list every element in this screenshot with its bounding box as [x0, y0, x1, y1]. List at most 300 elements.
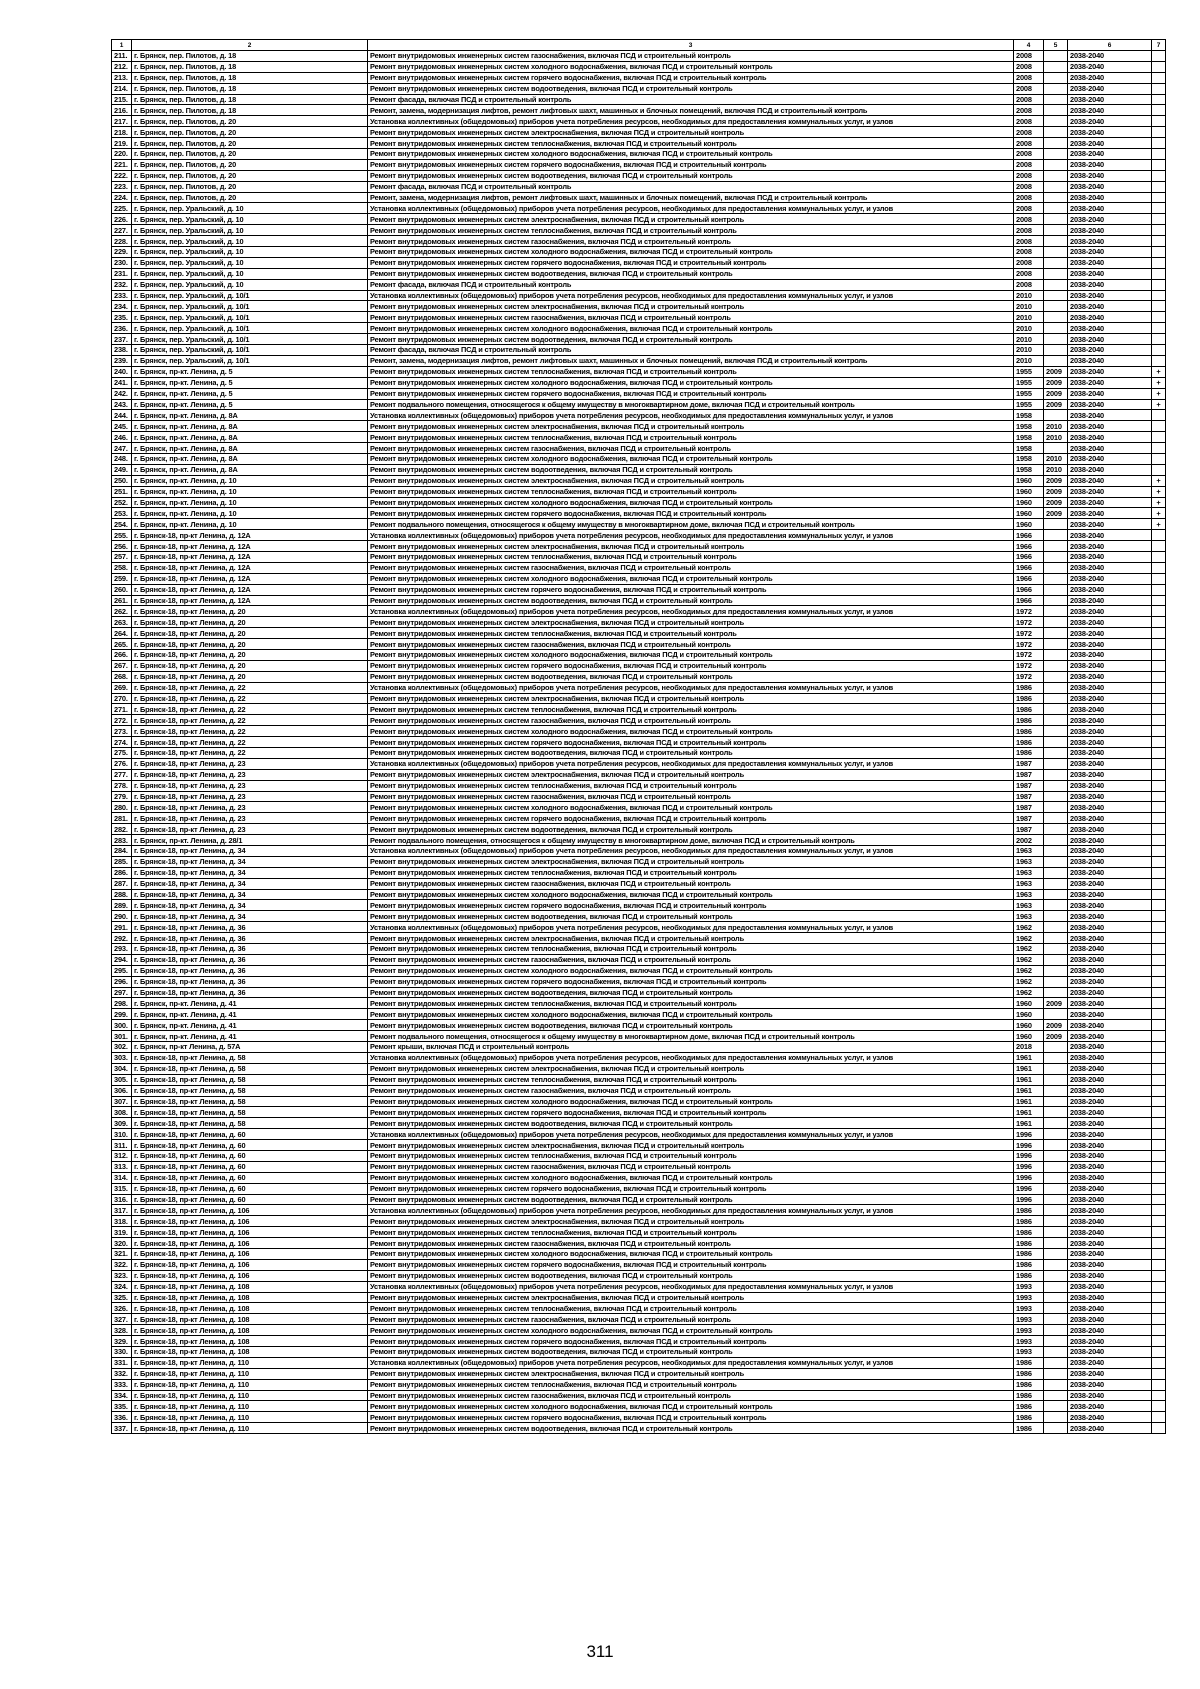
- table-row: [112, 748, 1166, 759]
- planned-period-cell: 2038-2040: [1068, 1205, 1152, 1216]
- mark-cell: [1152, 421, 1166, 432]
- mark-cell: [1152, 1140, 1166, 1151]
- work-type-cell: Ремонт внутридомовых инженерных систем электроснабжения, включая ПСД и строительный контроль: [368, 856, 1014, 867]
- address-cell: г. Брянск-18, пр-кт Ленина, д. 60: [132, 1172, 368, 1183]
- work-type-cell: Ремонт внутридомовых инженерных систем водоотведения, включая ПСД и строительный контроль: [368, 671, 1014, 682]
- last-repair-year-cell: [1044, 290, 1068, 301]
- address-cell: г. Брянск, пер. Уральский, д. 10/1: [132, 312, 368, 323]
- row-number: 323.: [112, 1270, 132, 1281]
- last-repair-year-cell: 2009: [1044, 388, 1068, 399]
- build-year-cell: 2008: [1014, 236, 1044, 247]
- row-number: 240.: [112, 366, 132, 377]
- last-repair-year-cell: [1044, 301, 1068, 312]
- planned-period-cell: 2038-2040: [1068, 421, 1152, 432]
- address-cell: г. Брянск-18, пр-кт Ленина, д. 60: [132, 1194, 368, 1205]
- work-type-cell: Ремонт фасада, включая ПСД и строительный контроль: [368, 181, 1014, 192]
- planned-period-cell: 2038-2040: [1068, 954, 1152, 965]
- row-number: 230.: [112, 257, 132, 268]
- last-repair-year-cell: [1044, 279, 1068, 290]
- table-row: [112, 976, 1166, 987]
- table-row: [112, 1183, 1166, 1194]
- build-year-cell: 1987: [1014, 769, 1044, 780]
- row-number: 330.: [112, 1346, 132, 1357]
- last-repair-year-cell: [1044, 1194, 1068, 1205]
- mark-cell: [1152, 1423, 1166, 1434]
- mark-cell: [1152, 726, 1166, 737]
- row-number: 218.: [112, 127, 132, 138]
- work-type-cell: Ремонт внутридомовых инженерных систем электроснабжения, включая ПСД и строительный контроль: [368, 769, 1014, 780]
- last-repair-year-cell: [1044, 1357, 1068, 1368]
- build-year-cell: 1986: [1014, 704, 1044, 715]
- build-year-cell: 1962: [1014, 987, 1044, 998]
- mark-cell: [1152, 769, 1166, 780]
- last-repair-year-cell: [1044, 1292, 1068, 1303]
- table-row: [112, 432, 1166, 443]
- address-cell: г. Брянск, пер. Пилотов, д. 20: [132, 170, 368, 181]
- table-row: [112, 116, 1166, 127]
- build-year-cell: 1963: [1014, 911, 1044, 922]
- table-row: [112, 1107, 1166, 1118]
- build-year-cell: 2010: [1014, 334, 1044, 345]
- row-number: 256.: [112, 541, 132, 552]
- planned-period-cell: 2038-2040: [1068, 791, 1152, 802]
- last-repair-year-cell: [1044, 1248, 1068, 1259]
- planned-period-cell: 2038-2040: [1068, 1368, 1152, 1379]
- last-repair-year-cell: [1044, 780, 1068, 791]
- table-row: [112, 1390, 1166, 1401]
- mark-cell: [1152, 138, 1166, 149]
- row-number: 233.: [112, 290, 132, 301]
- work-type-cell: Ремонт внутридомовых инженерных систем горячего водоснабжения, включая ПСД и строительный контроль: [368, 1107, 1014, 1118]
- work-type-cell: Ремонт внутридомовых инженерных систем теплоснабжения, включая ПСД и строительный контроль: [368, 138, 1014, 149]
- work-type-cell: Установка коллективных (общедомовых) приборов учета потребления ресурсов, необходимых для предоставления коммунальных услуг, и узлов: [368, 290, 1014, 301]
- build-year-cell: 1966: [1014, 541, 1044, 552]
- work-type-cell: Ремонт внутридомовых инженерных систем горячего водоснабжения, включая ПСД и строительный контроль: [368, 660, 1014, 671]
- address-cell: г. Брянск-18, пр-кт Ленина, д. 22: [132, 737, 368, 748]
- table-row: [112, 693, 1166, 704]
- planned-period-cell: 2038-2040: [1068, 355, 1152, 366]
- work-type-cell: Ремонт внутридомовых инженерных систем горячего водоснабжения, включая ПСД и строительный контроль: [368, 1336, 1014, 1347]
- build-year-cell: 1986: [1014, 1423, 1044, 1434]
- work-type-cell: Ремонт внутридомовых инженерных систем горячего водоснабжения, включая ПСД и строительный контроль: [368, 388, 1014, 399]
- work-type-cell: Ремонт внутридомовых инженерных систем газоснабжения, включая ПСД и строительный контроль: [368, 51, 1014, 62]
- mark-cell: [1152, 83, 1166, 94]
- planned-period-cell: 2038-2040: [1068, 432, 1152, 443]
- last-repair-year-cell: [1044, 835, 1068, 846]
- work-type-cell: Ремонт внутридомовых инженерных систем электроснабжения, включая ПСД и строительный контроль: [368, 475, 1014, 486]
- planned-period-cell: 2038-2040: [1068, 573, 1152, 584]
- table-row: [112, 334, 1166, 345]
- mark-cell: [1152, 1368, 1166, 1379]
- mark-cell: [1152, 203, 1166, 214]
- table-row: [112, 715, 1166, 726]
- row-number: 315.: [112, 1183, 132, 1194]
- row-number: 222.: [112, 170, 132, 181]
- work-type-cell: Установка коллективных (общедомовых) приборов учета потребления ресурсов, необходимых для предоставления коммунальных услуг, и узлов: [368, 1052, 1014, 1063]
- build-year-cell: 1966: [1014, 584, 1044, 595]
- work-type-cell: Установка коллективных (общедомовых) приборов учета потребления ресурсов, необходимых для предоставления коммунальных услуг, и узлов: [368, 203, 1014, 214]
- planned-period-cell: 2038-2040: [1068, 758, 1152, 769]
- table-row: [112, 1270, 1166, 1281]
- mark-cell: [1152, 1107, 1166, 1118]
- mark-cell: [1152, 1281, 1166, 1292]
- address-cell: г. Брянск, пер. Уральский, д. 10/1: [132, 301, 368, 312]
- work-type-cell: Установка коллективных (общедомовых) приборов учета потребления ресурсов, необходимых для предоставления коммунальных услуг, и узлов: [368, 682, 1014, 693]
- address-cell: г. Брянск-18, пр-кт Ленина, д. 106: [132, 1205, 368, 1216]
- build-year-cell: 2010: [1014, 301, 1044, 312]
- row-number: 235.: [112, 312, 132, 323]
- address-cell: г. Брянск-18, пр-кт Ленина, д. 22: [132, 748, 368, 759]
- build-year-cell: 1966: [1014, 551, 1044, 562]
- work-type-cell: Ремонт внутридомовых инженерных систем водоотведения, включая ПСД и строительный контроль: [368, 83, 1014, 94]
- address-cell: г. Брянск-18, пр-кт Ленина, д. 12А: [132, 551, 368, 562]
- address-cell: г. Брянск-18, пр-кт Ленина, д. 36: [132, 987, 368, 998]
- table-row: [112, 1063, 1166, 1074]
- last-repair-year-cell: [1044, 1346, 1068, 1357]
- last-repair-year-cell: [1044, 1085, 1068, 1096]
- build-year-cell: 1987: [1014, 813, 1044, 824]
- address-cell: г. Брянск, пер. Уральский, д. 10: [132, 257, 368, 268]
- last-repair-year-cell: [1044, 965, 1068, 976]
- table-row: [112, 530, 1166, 541]
- work-type-cell: Ремонт внутридомовых инженерных систем газоснабжения, включая ПСД и строительный контроль: [368, 639, 1014, 650]
- row-number: 294.: [112, 954, 132, 965]
- address-cell: г. Брянск-18, пр-кт Ленина, д. 106: [132, 1259, 368, 1270]
- build-year-cell: 2008: [1014, 225, 1044, 236]
- work-type-cell: Ремонт внутридомовых инженерных систем теплоснабжения, включая ПСД и строительный контроль: [368, 432, 1014, 443]
- mark-cell: +: [1152, 508, 1166, 519]
- address-cell: г. Брянск-18, пр-кт Ленина, д. 36: [132, 976, 368, 987]
- work-type-cell: Ремонт внутридомовых инженерных систем электроснабжения, включая ПСД и строительный контроль: [368, 1368, 1014, 1379]
- row-number: 317.: [112, 1205, 132, 1216]
- last-repair-year-cell: [1044, 954, 1068, 965]
- planned-period-cell: 2038-2040: [1068, 1325, 1152, 1336]
- build-year-cell: 1972: [1014, 671, 1044, 682]
- last-repair-year-cell: [1044, 170, 1068, 181]
- row-number: 275.: [112, 748, 132, 759]
- last-repair-year-cell: [1044, 671, 1068, 682]
- planned-period-cell: 2038-2040: [1068, 301, 1152, 312]
- last-repair-year-cell: [1044, 1401, 1068, 1412]
- table-row: [112, 856, 1166, 867]
- table-row: [112, 72, 1166, 83]
- planned-period-cell: 2038-2040: [1068, 944, 1152, 955]
- address-cell: г. Брянск, пер. Пилотов, д. 20: [132, 192, 368, 203]
- build-year-cell: 1996: [1014, 1129, 1044, 1140]
- table-row: [112, 268, 1166, 279]
- table-row: [112, 486, 1166, 497]
- last-repair-year-cell: [1044, 802, 1068, 813]
- planned-period-cell: 2038-2040: [1068, 726, 1152, 737]
- address-cell: г. Брянск-18, пр-кт Ленина, д. 12А: [132, 530, 368, 541]
- row-number: 322.: [112, 1259, 132, 1270]
- row-number: 253.: [112, 508, 132, 519]
- mark-cell: [1152, 432, 1166, 443]
- last-repair-year-cell: [1044, 551, 1068, 562]
- build-year-cell: 1986: [1014, 682, 1044, 693]
- row-number: 326.: [112, 1303, 132, 1314]
- table-row: [112, 867, 1166, 878]
- build-year-cell: 1972: [1014, 649, 1044, 660]
- mark-cell: [1152, 693, 1166, 704]
- build-year-cell: 2008: [1014, 181, 1044, 192]
- build-year-cell: 1993: [1014, 1292, 1044, 1303]
- planned-period-cell: 2038-2040: [1068, 1379, 1152, 1390]
- mark-cell: [1152, 889, 1166, 900]
- row-number: 242.: [112, 388, 132, 399]
- planned-period-cell: 2038-2040: [1068, 1336, 1152, 1347]
- last-repair-year-cell: [1044, 105, 1068, 116]
- row-number: 266.: [112, 649, 132, 660]
- mark-cell: +: [1152, 388, 1166, 399]
- mark-cell: [1152, 236, 1166, 247]
- row-number: 241.: [112, 377, 132, 388]
- build-year-cell: 2008: [1014, 279, 1044, 290]
- last-repair-year-cell: [1044, 987, 1068, 998]
- mark-cell: [1152, 1031, 1166, 1042]
- table-row: [112, 138, 1166, 149]
- last-repair-year-cell: [1044, 911, 1068, 922]
- last-repair-year-cell: [1044, 268, 1068, 279]
- table-row: [112, 345, 1166, 356]
- row-number: 234.: [112, 301, 132, 312]
- row-number: 263.: [112, 617, 132, 628]
- planned-period-cell: 2038-2040: [1068, 737, 1152, 748]
- address-cell: г. Брянск, пер. Уральский, д. 10/1: [132, 345, 368, 356]
- planned-period-cell: 2038-2040: [1068, 1042, 1152, 1053]
- address-cell: г. Брянск, пер. Пилотов, д. 20: [132, 149, 368, 160]
- work-type-cell: Ремонт внутридомовых инженерных систем горячего водоснабжения, включая ПСД и строительный контроль: [368, 1412, 1014, 1423]
- mark-cell: [1152, 225, 1166, 236]
- address-cell: г. Брянск-18, пр-кт Ленина, д. 110: [132, 1379, 368, 1390]
- table-row: [112, 1172, 1166, 1183]
- planned-period-cell: 2038-2040: [1068, 61, 1152, 72]
- last-repair-year-cell: [1044, 649, 1068, 660]
- mark-cell: [1152, 715, 1166, 726]
- build-year-cell: 1958: [1014, 443, 1044, 454]
- last-repair-year-cell: [1044, 1052, 1068, 1063]
- last-repair-year-cell: [1044, 704, 1068, 715]
- last-repair-year-cell: [1044, 758, 1068, 769]
- row-number: 226.: [112, 214, 132, 225]
- table-row: [112, 1150, 1166, 1161]
- planned-period-cell: 2038-2040: [1068, 1346, 1152, 1357]
- work-type-cell: Ремонт внутридомовых инженерных систем горячего водоснабжения, включая ПСД и строительный контроль: [368, 737, 1014, 748]
- work-type-cell: Ремонт внутридомовых инженерных систем холодного водоснабжения, включая ПСД и строительный контроль: [368, 889, 1014, 900]
- address-cell: г. Брянск-18, пр-кт Ленина, д. 12А: [132, 562, 368, 573]
- last-repair-year-cell: [1044, 127, 1068, 138]
- mark-cell: [1152, 573, 1166, 584]
- last-repair-year-cell: [1044, 159, 1068, 170]
- table-row: [112, 1194, 1166, 1205]
- table-row: [112, 824, 1166, 835]
- address-cell: г. Брянск-18, пр-кт Ленина, д. 34: [132, 856, 368, 867]
- last-repair-year-cell: [1044, 51, 1068, 62]
- table-row: [112, 595, 1166, 606]
- mark-cell: [1152, 1150, 1166, 1161]
- table-row: [112, 649, 1166, 660]
- address-cell: г. Брянск, пр-кт. Ленина, д. 10: [132, 497, 368, 508]
- table-row: [112, 1368, 1166, 1379]
- last-repair-year-cell: [1044, 1227, 1068, 1238]
- mark-cell: [1152, 1052, 1166, 1063]
- build-year-cell: 1986: [1014, 1357, 1044, 1368]
- planned-period-cell: 2038-2040: [1068, 1270, 1152, 1281]
- planned-period-cell: 2038-2040: [1068, 127, 1152, 138]
- address-cell: г. Брянск-18, пр-кт Ленина, д. 58: [132, 1063, 368, 1074]
- address-cell: г. Брянск, пр-кт. Ленина, д. 5: [132, 377, 368, 388]
- mark-cell: [1152, 1357, 1166, 1368]
- mark-cell: [1152, 355, 1166, 366]
- table-row: [112, 497, 1166, 508]
- table-row: [112, 1401, 1166, 1412]
- table-row: [112, 443, 1166, 454]
- row-number: 327.: [112, 1314, 132, 1325]
- build-year-cell: 2008: [1014, 61, 1044, 72]
- build-year-cell: 1986: [1014, 1379, 1044, 1390]
- mark-cell: [1152, 192, 1166, 203]
- address-cell: г. Брянск, пр-кт. Ленина, д. 5: [132, 399, 368, 410]
- mark-cell: +: [1152, 519, 1166, 530]
- work-type-cell: Ремонт внутридомовых инженерных систем водоотведения, включая ПСД и строительный контроль: [368, 911, 1014, 922]
- row-number: 296.: [112, 976, 132, 987]
- address-cell: г. Брянск-18, пр-кт Ленина, д. 34: [132, 889, 368, 900]
- build-year-cell: 1986: [1014, 1248, 1044, 1259]
- last-repair-year-cell: [1044, 562, 1068, 573]
- last-repair-year-cell: [1044, 1161, 1068, 1172]
- table-row: [112, 1281, 1166, 1292]
- mark-cell: [1152, 639, 1166, 650]
- work-type-cell: Ремонт внутридомовых инженерных систем водоотведения, включая ПСД и строительный контроль: [368, 748, 1014, 759]
- build-year-cell: 1958: [1014, 421, 1044, 432]
- mark-cell: [1152, 1238, 1166, 1249]
- planned-period-cell: 2038-2040: [1068, 1074, 1152, 1085]
- address-cell: г. Брянск-18, пр-кт Ленина, д. 36: [132, 933, 368, 944]
- table-row: [112, 257, 1166, 268]
- planned-period-cell: 2038-2040: [1068, 639, 1152, 650]
- last-repair-year-cell: [1044, 1172, 1068, 1183]
- work-type-cell: Установка коллективных (общедомовых) приборов учета потребления ресурсов, необходимых для предоставления коммунальных услуг, и узлов: [368, 1281, 1014, 1292]
- row-number: 280.: [112, 802, 132, 813]
- planned-period-cell: 2038-2040: [1068, 1118, 1152, 1129]
- build-year-cell: 1960: [1014, 998, 1044, 1009]
- address-cell: г. Брянск, пер. Пилотов, д. 18: [132, 83, 368, 94]
- address-cell: г. Брянск, пр-кт. Ленина, д. 41: [132, 1020, 368, 1031]
- mark-cell: [1152, 279, 1166, 290]
- build-year-cell: 2008: [1014, 94, 1044, 105]
- mark-cell: [1152, 682, 1166, 693]
- planned-period-cell: 2038-2040: [1068, 94, 1152, 105]
- mark-cell: [1152, 159, 1166, 170]
- row-number: 277.: [112, 769, 132, 780]
- row-number: 274.: [112, 737, 132, 748]
- work-type-cell: Ремонт внутридомовых инженерных систем газоснабжения, включая ПСД и строительный контроль: [368, 791, 1014, 802]
- work-type-cell: Ремонт внутридомовых инженерных систем водоотведения, включая ПСД и строительный контроль: [368, 1194, 1014, 1205]
- table-row: [112, 519, 1166, 530]
- planned-period-cell: 2038-2040: [1068, 1281, 1152, 1292]
- build-year-cell: 2008: [1014, 268, 1044, 279]
- planned-period-cell: 2038-2040: [1068, 236, 1152, 247]
- last-repair-year-cell: [1044, 1412, 1068, 1423]
- build-year-cell: 1993: [1014, 1281, 1044, 1292]
- build-year-cell: 1960: [1014, 1009, 1044, 1020]
- last-repair-year-cell: [1044, 682, 1068, 693]
- planned-period-cell: 2038-2040: [1068, 475, 1152, 486]
- last-repair-year-cell: [1044, 61, 1068, 72]
- last-repair-year-cell: 2010: [1044, 464, 1068, 475]
- work-type-cell: Ремонт внутридомовых инженерных систем водоотведения, включая ПСД и строительный контроль: [368, 1020, 1014, 1031]
- last-repair-year-cell: [1044, 1390, 1068, 1401]
- row-number: 239.: [112, 355, 132, 366]
- work-type-cell: Ремонт внутридомовых инженерных систем теплоснабжения, включая ПСД и строительный контроль: [368, 1303, 1014, 1314]
- work-type-cell: Ремонт внутридомовых инженерных систем теплоснабжения, включая ПСД и строительный контроль: [368, 1227, 1014, 1238]
- planned-period-cell: 2038-2040: [1068, 867, 1152, 878]
- build-year-cell: 1960: [1014, 1031, 1044, 1042]
- build-year-cell: 1986: [1014, 1390, 1044, 1401]
- planned-period-cell: 2038-2040: [1068, 1129, 1152, 1140]
- row-number: 299.: [112, 1009, 132, 1020]
- address-cell: г. Брянск, пер. Пилотов, д. 18: [132, 105, 368, 116]
- table-row: [112, 1292, 1166, 1303]
- table-row: [112, 835, 1166, 846]
- address-cell: г. Брянск-18, пр-кт Ленина, д. 23: [132, 824, 368, 835]
- address-cell: г. Брянск-18, пр-кт Ленина, д. 106: [132, 1248, 368, 1259]
- address-cell: г. Брянск-18, пр-кт Ленина, д. 110: [132, 1401, 368, 1412]
- row-number: 300.: [112, 1020, 132, 1031]
- table-row: [112, 584, 1166, 595]
- build-year-cell: 1972: [1014, 617, 1044, 628]
- build-year-cell: 1963: [1014, 856, 1044, 867]
- mark-cell: [1152, 878, 1166, 889]
- mark-cell: [1152, 410, 1166, 421]
- mark-cell: [1152, 1325, 1166, 1336]
- table-row: [112, 1009, 1166, 1020]
- build-year-cell: 1993: [1014, 1314, 1044, 1325]
- last-repair-year-cell: [1044, 1270, 1068, 1281]
- address-cell: г. Брянск-18, пр-кт Ленина, д. 34: [132, 878, 368, 889]
- build-year-cell: 2008: [1014, 105, 1044, 116]
- address-cell: г. Брянск, пр-кт. Ленина, д. 8А: [132, 410, 368, 421]
- planned-period-cell: 2038-2040: [1068, 192, 1152, 203]
- row-number: 302.: [112, 1042, 132, 1053]
- last-repair-year-cell: [1044, 1238, 1068, 1249]
- planned-period-cell: 2038-2040: [1068, 998, 1152, 1009]
- mark-cell: [1152, 617, 1166, 628]
- work-type-cell: Ремонт, замена, модернизация лифтов, ремонт лифтовых шахт, машинных и блочных помещений, включая ПСД и строительный контроль: [368, 355, 1014, 366]
- table-row: [112, 791, 1166, 802]
- row-number: 229.: [112, 247, 132, 258]
- planned-period-cell: 2038-2040: [1068, 1259, 1152, 1270]
- build-year-cell: 1961: [1014, 1118, 1044, 1129]
- planned-period-cell: 2038-2040: [1068, 170, 1152, 181]
- planned-period-cell: 2038-2040: [1068, 388, 1152, 399]
- last-repair-year-cell: [1044, 1379, 1068, 1390]
- work-type-cell: Ремонт внутридомовых инженерных систем водоотведения, включая ПСД и строительный контроль: [368, 334, 1014, 345]
- mark-cell: [1152, 1129, 1166, 1140]
- last-repair-year-cell: [1044, 1423, 1068, 1434]
- row-number: 271.: [112, 704, 132, 715]
- row-number: 285.: [112, 856, 132, 867]
- build-year-cell: 2010: [1014, 290, 1044, 301]
- work-type-cell: Ремонт внутридомовых инженерных систем электроснабжения, включая ПСД и строительный контроль: [368, 421, 1014, 432]
- address-cell: г. Брянск-18, пр-кт Ленина, д. 23: [132, 791, 368, 802]
- work-type-cell: Ремонт внутридомовых инженерных систем газоснабжения, включая ПСД и строительный контроль: [368, 236, 1014, 247]
- mark-cell: [1152, 334, 1166, 345]
- work-type-cell: Ремонт внутридомовых инженерных систем электроснабжения, включая ПСД и строительный контроль: [368, 693, 1014, 704]
- mark-cell: [1152, 127, 1166, 138]
- planned-period-cell: 2038-2040: [1068, 922, 1152, 933]
- table-row: [112, 421, 1166, 432]
